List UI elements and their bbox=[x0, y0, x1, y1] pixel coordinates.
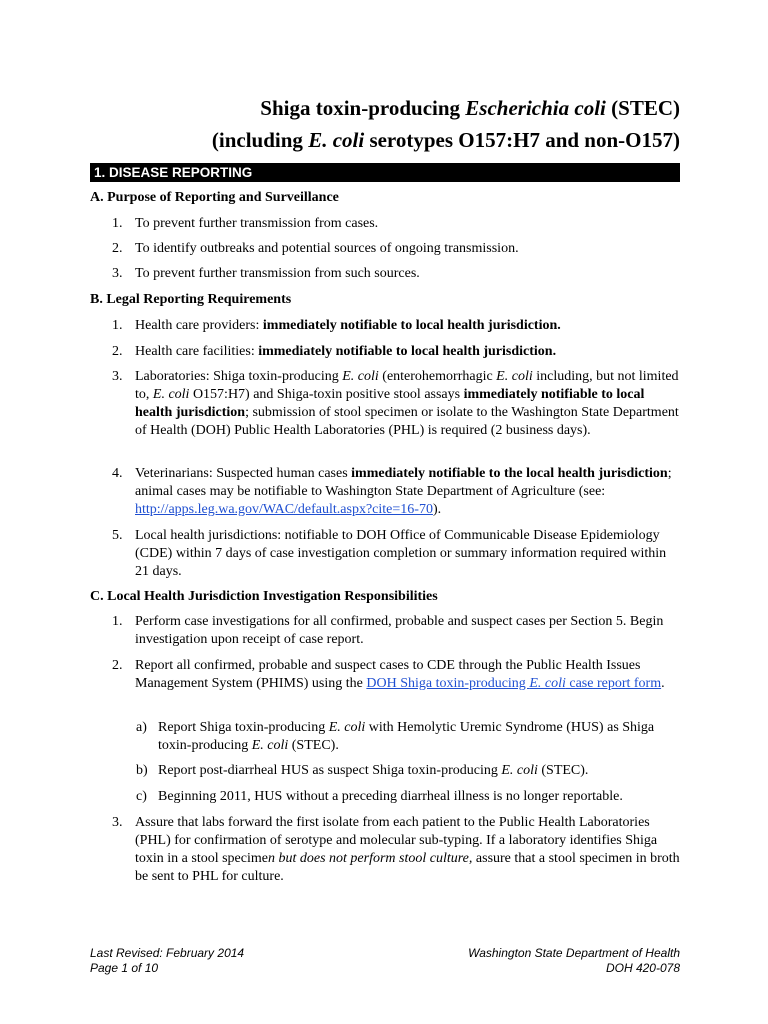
subheading-purpose: A. Purpose of Reporting and Surveillance bbox=[90, 190, 339, 205]
list-item: 5. Local health jurisdictions: notifiable to DOH Office of Communicable Disease Epidemiology (CDE) within 7 days of case investigation completion or summary information required within 21 days. bbox=[112, 528, 667, 579]
list-item: 3. Assure that labs forward the first isolate from each patient to the Public Health Laboratories (PHL) for confirmation of serotype and molecular sub-typing. If a laboratory identifies Shiga toxin in a stool specimen but does not perform stool culture, assure that a stool specimen in broth be sent to PHL for culture. bbox=[112, 815, 680, 884]
agency-name: Washington State Department of Health bbox=[468, 946, 680, 960]
list-item: 1. Health care providers: immediately notifiable to local health jurisdiction. bbox=[112, 318, 561, 333]
section-heading-disease-reporting: 1. DISEASE REPORTING bbox=[90, 163, 680, 182]
list-item: 3. Laboratories: Shiga toxin-producing E. coli (enterohemorrhagic E. coli including, but not limited to, E. coli O157:H7) and Shiga-toxin positive stool assays immediately notifiable to local health jurisdiction; submission of stool specimen or isolate to the Washington State Department of Health (DOH) Public Health Laboratories (PHL) is required (2 business days). bbox=[112, 369, 679, 438]
subheading-lhj-responsibilities: C. Local Health Jurisdiction Investigation Responsibilities bbox=[90, 589, 438, 604]
list-item: 4. Veterinarians: Suspected human cases immediately notifiable to the local health jurisdiction; animal cases may be notifiable to Washington State Department of Agriculture (see: http://apps.leg.wa.gov/WAC/default.aspx?cite=16-70). bbox=[112, 466, 672, 517]
list-item: 3. To prevent further transmission from such sources. bbox=[112, 266, 420, 281]
sub-list-item: c) Beginning 2011, HUS without a preceding diarrheal illness is no longer reportable. bbox=[136, 789, 623, 804]
sub-list-item: b) Report post-diarrheal HUS as suspect Shiga toxin-producing E. coli (STEC). bbox=[136, 763, 589, 778]
list-item: 2. Health care facilities: immediately notifiable to local health jurisdiction. bbox=[112, 344, 557, 359]
footer-right bbox=[380, 946, 680, 976]
list-item: 2. Report all confirmed, probable and suspect cases to CDE through the Public Health Issues Management System (PHIMS) using the DOH Shiga toxin-producing E. coli case report form. bbox=[112, 658, 665, 691]
document-number: DOH 420-078 bbox=[605, 961, 680, 975]
list-item: 1. Perform case investigations for all confirmed, probable and suspect cases per Section 5. Begin investigation upon receipt of case report. bbox=[112, 614, 664, 647]
subheading-legal-requirements: B. Legal Reporting Requirements bbox=[90, 292, 292, 307]
sub-list-item: a) Report Shiga toxin-producing E. coli with Hemolytic Uremic Syndrome (HUS) as Shiga toxin-producing E. coli (STEC). bbox=[136, 720, 655, 753]
list-item: 2. To identify outbreaks and potential sources of ongoing transmission. bbox=[112, 241, 519, 256]
last-revised: Last Revised: February 2014 bbox=[90, 946, 245, 960]
list-item: 1. To prevent further transmission from cases. bbox=[112, 216, 379, 231]
wac-link[interactable]: http://apps.leg.wa.gov/WAC/default.aspx?cite=16-70 bbox=[135, 502, 433, 517]
page-number: Page 1 of 10 bbox=[90, 961, 159, 975]
footer-left bbox=[90, 946, 244, 976]
page-title: Shiga toxin-producing Escherichia coli (STEC) (including E. coli serotypes O157:H7 and non-O157) bbox=[211, 96, 680, 152]
case-report-form-link[interactable]: DOH Shiga toxin-producing E. coli case report form bbox=[366, 676, 662, 691]
